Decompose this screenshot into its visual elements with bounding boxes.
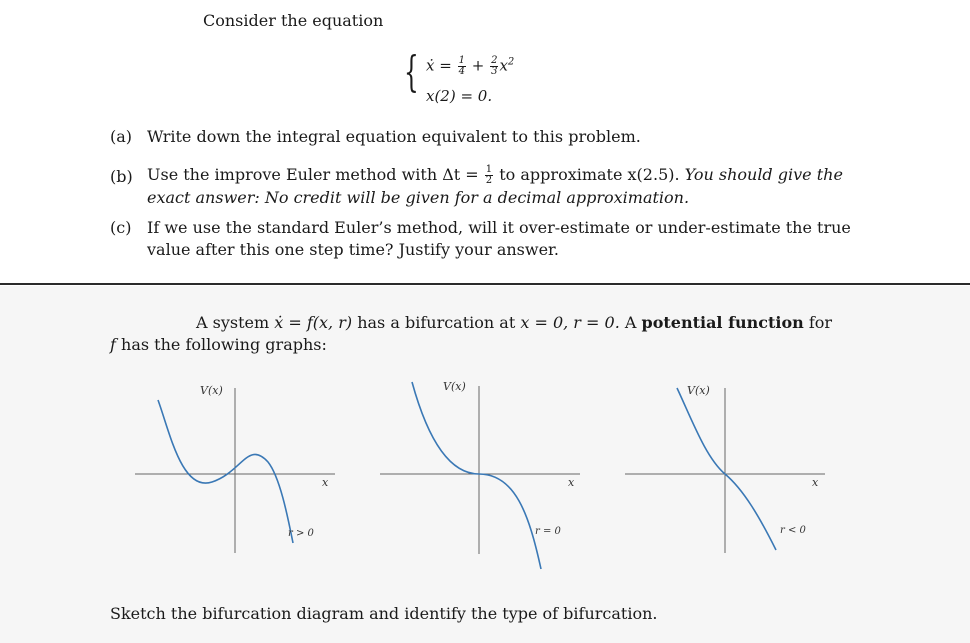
equation-line-2: x(2) = 0.: [426, 87, 493, 105]
potential-graph-r-negative: [620, 378, 830, 578]
potential-graph-r-zero: [375, 374, 585, 574]
equation-brace: {: [404, 47, 419, 96]
r-condition-label: r = 0: [535, 526, 561, 537]
r-condition-label: r > 0: [288, 528, 314, 539]
potential-curve: [677, 388, 776, 550]
r-condition-label: r < 0: [780, 525, 806, 536]
equation-line-1: ẋ = $\frac{1}{4}$ + $\frac{2}{3}$ $x^2$: [426, 55, 515, 77]
part-a-label: (a): [110, 127, 133, 146]
part-b-line-1: Use the improve Euler method with Δt = $\frac{1}{2}$ to approximate x(2.5). You should give the: [147, 164, 843, 186]
x-axis-label: x: [322, 476, 329, 489]
part-c-line-2: value after this one step time? Justify your answer.: [147, 240, 560, 259]
part-b-line-2: exact answer: No credit will be given for a decimal approximation.: [147, 188, 690, 207]
part-a-text: Write down the integral equation equivalent to this problem.: [147, 127, 641, 146]
problem-2-line-2: f has the following graphs:: [110, 335, 327, 354]
y-axis-label: V(x): [200, 384, 223, 397]
problem-2-panel: [0, 286, 970, 643]
x-axis-label: x: [812, 476, 819, 489]
problem-2-closing: Sketch the bifurcation diagram and identify the type of bifurcation.: [110, 604, 658, 623]
y-axis-label: V(x): [443, 380, 466, 393]
section-divider: [0, 283, 970, 285]
part-b-label: (b): [110, 167, 133, 186]
potential-curve: [412, 382, 541, 569]
part-c-line-1: If we use the standard Euler’s method, will it over-estimate or under-estimate the true: [147, 218, 851, 237]
part-c-label: (c): [110, 218, 132, 237]
potential-curve: [158, 400, 293, 543]
problem-1-panel: [0, 0, 970, 283]
x-axis-label: x: [568, 476, 575, 489]
problem-2-line-1: A system ẋ = f(x, r) has a bifurcation at x = 0, r = 0. A potential function for: [196, 313, 833, 332]
potential-graph-r-positive: [130, 378, 340, 578]
problem-1-intro: Consider the equation: [203, 11, 384, 30]
y-axis-label: V(x): [687, 384, 710, 397]
